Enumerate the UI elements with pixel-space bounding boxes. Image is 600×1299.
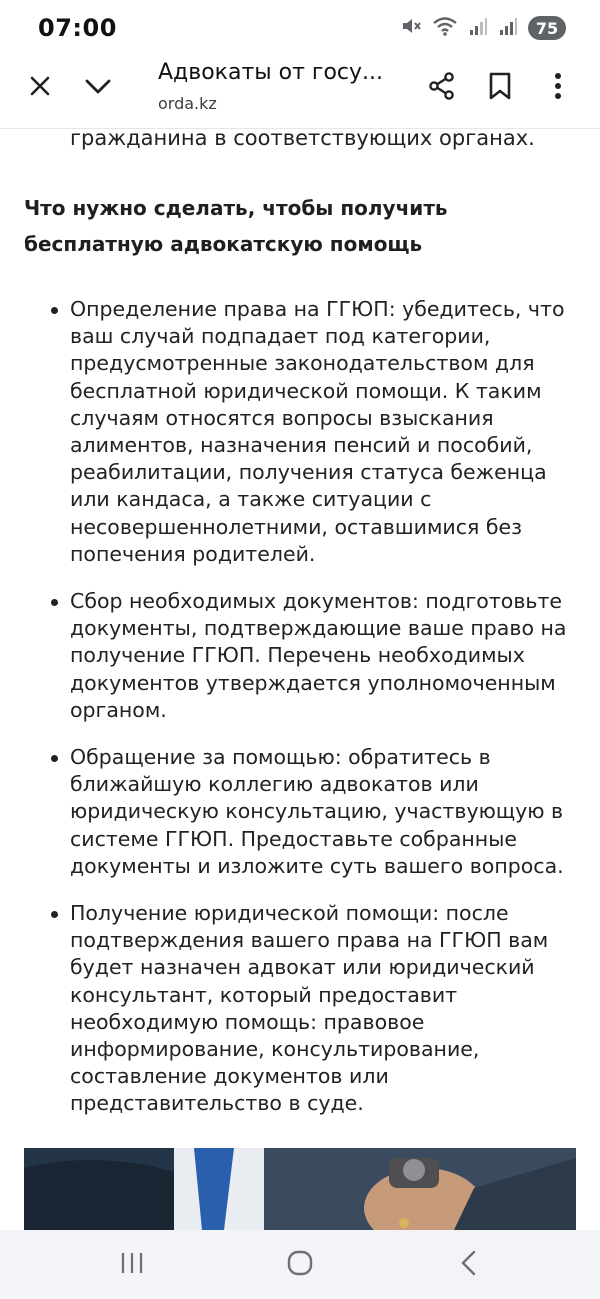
close-tab-button[interactable] [20,68,60,108]
more-vert-icon [553,71,563,106]
browser-toolbar [0,56,600,129]
share-button[interactable] [422,68,462,108]
page-title[interactable]: Адвокаты от госу... [158,60,384,85]
home-icon [286,1249,314,1282]
recent-apps-button[interactable] [110,1248,154,1282]
status-bar [0,0,600,56]
wifi-icon [432,15,458,42]
back-button[interactable] [446,1248,490,1282]
bullet-icon [51,307,58,314]
article-photo [24,1148,576,1230]
bookmark-icon [487,71,513,106]
bullet-icon [51,599,58,606]
article-text-fragment: гражданина в соответствующих органах. [70,128,535,150]
step-text: Определение права на ГГЮП: убедитесь, что ваш случай подпадает под категории, предусмотренные законодательством для бесплатной юридической помощи. К таким случаям относятся вопросы взыскания алиментов, назначения пенсий и пособий, реабилитации, получения статуса беженца или кандаса, а также ситуации с несовершеннолетними, оставшимися без попечения родителей. [70,297,565,566]
chevron-down-icon [84,74,112,103]
article-content [0,128,600,1230]
list-item [0,296,600,568]
page-domain[interactable]: orda.kz [158,94,217,113]
status-time: 07:00 [38,14,117,42]
signal-icon [468,16,488,41]
close-icon [28,74,52,103]
bullet-icon [51,755,58,762]
home-button[interactable] [278,1248,322,1282]
step-text: Обращение за помощью: обратитесь в ближайшую коллегию адвокатов или юридическую консультацию, участвующую в системе ГГЮП. Предоставьте собранные документы и изложите суть вашего вопроса. [70,745,564,878]
back-icon [458,1249,478,1282]
step-text: Получение юридической помощи: после подтверждения вашего права на ГГЮП вам будет назначен адвокат или юридический консультант, который предоставит необходимую помощь: правовое информирование, консультирование, составление документов или представительство в суде. [70,901,549,1116]
bullet-icon [51,911,58,918]
system-nav-bar [0,1230,600,1299]
list-item [0,744,600,880]
mute-icon [400,15,422,42]
section-heading: Что нужно сделать, чтобы получить бесплатную адвокатскую помощь [24,196,448,256]
recent-apps-icon [119,1251,145,1280]
list-item [0,588,600,724]
share-icon [427,71,457,106]
step-text: Сбор необходимых документов: подготовьте документы, подтверждающие ваше право на получение ГГЮП. Перечень необходимых документов утверждается уполномоченным органом. [70,589,567,722]
signal-icon [498,16,518,41]
more-options-button[interactable] [538,68,578,108]
list-item [0,900,600,1118]
battery-indicator: 75 [528,16,566,40]
minimize-tab-button[interactable] [78,68,118,108]
steps-list [0,296,600,1138]
bookmark-button[interactable] [480,68,520,108]
status-icons [400,16,566,40]
